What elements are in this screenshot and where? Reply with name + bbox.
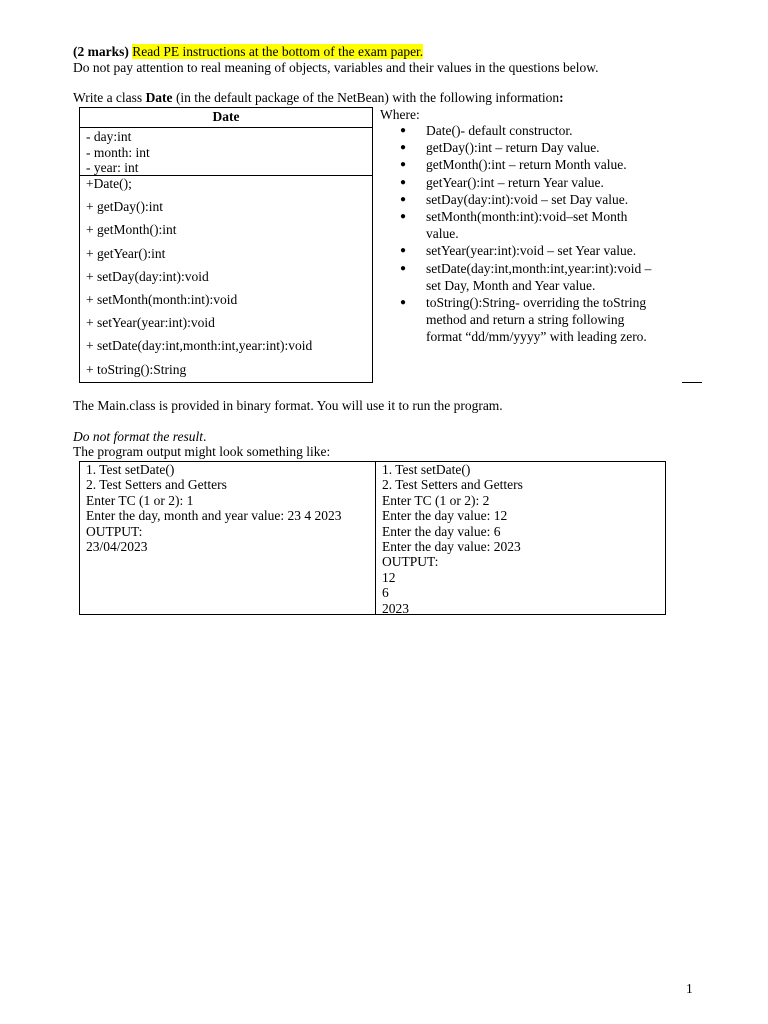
list-item-text: method and return a string following xyxy=(426,312,625,328)
output-line: 2. Test Setters and Getters xyxy=(382,477,523,493)
list-item xyxy=(398,122,678,139)
method-description-list xyxy=(398,122,678,346)
list-item-text: getMonth():int – return Month value. xyxy=(426,157,627,173)
list-item-text: Date()- default constructor. xyxy=(426,123,573,138)
output-line: Enter the day value: 6 xyxy=(382,523,501,539)
list-item-text: set Day, Month and Year value. xyxy=(426,277,596,293)
list-item-text: setYear(year:int):void – set Year value. xyxy=(426,243,637,259)
bullet-icon: ● xyxy=(400,193,407,205)
task-suffix: (in the default package of the NetBean) with the following information xyxy=(172,90,560,105)
task-prefix: Write a class xyxy=(73,90,146,105)
header-line xyxy=(73,44,423,60)
list-item xyxy=(398,260,678,294)
uml-class-title: Date xyxy=(80,108,372,128)
format-note xyxy=(73,429,206,445)
list-item-text: getDay():int – return Day value. xyxy=(426,140,600,156)
uml-attribute: - month: int xyxy=(86,144,150,160)
output-line: 23/04/2023 xyxy=(86,539,148,555)
list-item-text: setMonth(month:int):void–set Month xyxy=(426,209,628,225)
list-item xyxy=(398,139,678,156)
uml-class-diagram xyxy=(79,107,373,383)
output-line: Enter TC (1 or 2): 2 xyxy=(382,492,490,508)
bullet-icon: ● xyxy=(400,159,407,171)
page-number: 1 xyxy=(686,981,693,996)
format-note-period: . xyxy=(203,429,207,444)
list-item xyxy=(398,191,678,208)
output-cell-tc1 xyxy=(80,462,376,614)
marks-label: (2 marks) xyxy=(73,44,129,59)
uml-method: + setMonth(month:int):void xyxy=(86,291,238,307)
list-item-text: format “dd/mm/yyyy” with leading zero. xyxy=(426,329,647,345)
bullet-icon: ● xyxy=(400,176,407,188)
list-item xyxy=(398,208,678,242)
uml-attributes xyxy=(80,128,372,176)
uml-method: + getYear():int xyxy=(86,245,166,261)
task-colon: : xyxy=(559,90,564,105)
main-class-note: The Main.class is provided in binary format. You will use it to run the program. xyxy=(73,398,503,413)
bullet-icon: ● xyxy=(400,142,407,154)
list-item xyxy=(398,156,678,173)
output-line: OUTPUT: xyxy=(382,554,439,570)
bullet-icon: ● xyxy=(400,297,407,309)
bullet-icon: ● xyxy=(400,211,407,223)
uml-methods xyxy=(80,176,372,385)
output-line: 2. Test Setters and Getters xyxy=(86,477,227,493)
uml-method: + setYear(year:int):void xyxy=(86,315,215,331)
uml-attribute: - year: int xyxy=(86,160,139,175)
uml-method: + toString():String xyxy=(86,361,187,377)
list-item-text: value. xyxy=(426,226,459,242)
output-line: 6 xyxy=(382,585,389,601)
bullet-icon: ● xyxy=(400,262,407,274)
output-cell-tc2 xyxy=(376,462,665,614)
output-line: 1. Test setDate() xyxy=(382,462,471,477)
uml-method: +Date(); xyxy=(86,176,132,191)
output-line: Enter the day value: 2023 xyxy=(382,539,521,555)
list-item-text: setDay(day:int):void – set Day value. xyxy=(426,191,629,207)
uml-method: + getMonth():int xyxy=(86,222,177,238)
list-item-text: setDate(day:int,month:int,year:int):void – xyxy=(426,260,652,276)
uml-method: + setDay(day:int):void xyxy=(86,268,209,284)
task-class-name: Date xyxy=(145,90,173,105)
output-line: Enter TC (1 or 2): 1 xyxy=(86,492,194,508)
list-item-text: toString():String- overriding the toString xyxy=(426,295,647,311)
highlighted-instruction: Read PE instructions at the bottom of the exam paper. xyxy=(132,44,424,59)
uml-method: + getDay():int xyxy=(86,199,163,215)
list-item xyxy=(398,242,678,259)
list-item xyxy=(398,174,678,191)
bullet-icon: ● xyxy=(400,125,407,136)
format-note-text: Do not format the result xyxy=(73,429,203,444)
output-line: 1. Test setDate() xyxy=(86,462,175,477)
list-item-text: getYear():int – return Year value. xyxy=(426,174,604,190)
uml-attribute: - day:int xyxy=(86,129,132,144)
where-label: Where: xyxy=(380,107,420,122)
output-line: OUTPUT: xyxy=(86,523,143,539)
output-line: 2023 xyxy=(382,600,409,616)
bullet-icon: ● xyxy=(400,245,407,257)
output-intro: The program output might look something like: xyxy=(73,444,331,459)
sample-output-table xyxy=(79,461,666,615)
list-item xyxy=(398,294,678,346)
divider xyxy=(682,382,702,383)
output-line: 12 xyxy=(382,569,396,585)
task-line xyxy=(73,90,564,106)
output-line: Enter the day, month and year value: 23 4 2023 xyxy=(86,508,342,524)
output-line: Enter the day value: 12 xyxy=(382,508,508,524)
note-line: Do not pay attention to real meaning of objects, variables and their values in the questions below. xyxy=(73,60,599,75)
uml-method: + setDate(day:int,month:int,year:int):void xyxy=(86,338,313,354)
